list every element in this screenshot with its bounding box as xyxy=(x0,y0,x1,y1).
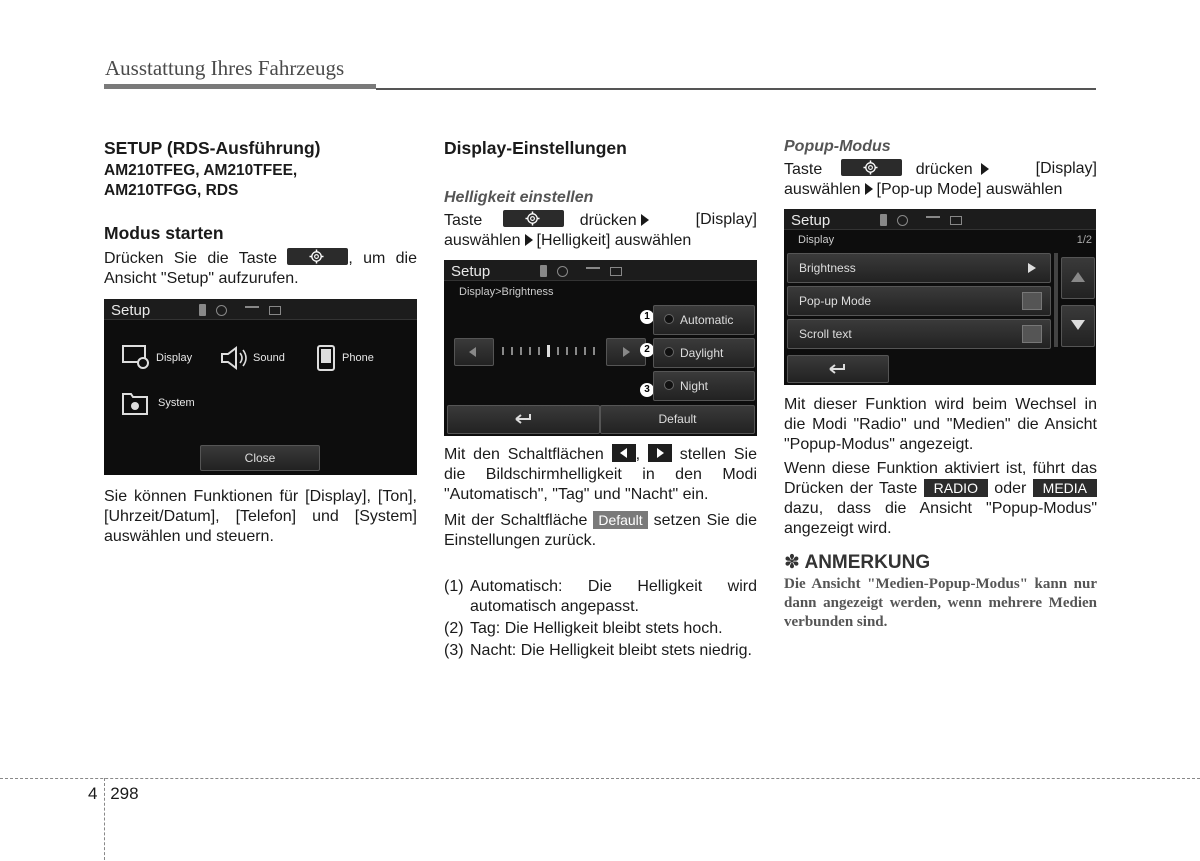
popup-instruction xyxy=(784,159,1097,200)
setup-key-icon xyxy=(841,159,902,176)
p-text: Mit der Schaltfläche xyxy=(444,512,588,529)
row-scroll-text[interactable] xyxy=(787,319,1051,349)
default-paragraph xyxy=(444,511,757,551)
p-text: stellen Sie die Bildschirmhelligkeit in den Modi "Automatisch", "Tag" und "Nacht" ein. xyxy=(444,446,757,503)
option-daylight[interactable] xyxy=(653,338,755,368)
target-icon xyxy=(897,215,908,226)
list-item xyxy=(444,641,757,661)
battery-icon xyxy=(269,306,281,315)
slider-thumb[interactable] xyxy=(547,345,550,357)
intro-paragraph xyxy=(104,248,417,289)
column-display-settings xyxy=(444,138,757,661)
slider-tick xyxy=(529,347,531,355)
item-number: (1) xyxy=(444,578,464,595)
option-label: Automatic xyxy=(680,313,734,327)
arrow-right-icon xyxy=(981,163,989,175)
setup-screen xyxy=(104,299,417,475)
callout-3-icon: 3 xyxy=(640,383,654,397)
option-automatic[interactable] xyxy=(653,305,755,335)
scroll-down-button[interactable] xyxy=(1061,305,1095,347)
instr-text: drücken xyxy=(579,212,637,229)
intro-text: Drücken Sie die Taste xyxy=(104,250,277,267)
menu-display[interactable] xyxy=(122,345,192,371)
close-button[interactable]: Close xyxy=(200,445,320,471)
item-text: Tag: Die Helligkeit bleibt stets hoch. xyxy=(470,620,723,637)
list-item xyxy=(444,619,757,639)
callout-2-icon: 2 xyxy=(640,343,654,357)
row-label: Scroll text xyxy=(799,327,852,341)
popup-screen xyxy=(784,209,1096,385)
slider-tick xyxy=(566,347,568,355)
item-text: Nacht: Die Helligkeit bleibt stets niedrig. xyxy=(470,642,752,659)
column-popup-mode xyxy=(784,138,1097,632)
target-icon xyxy=(557,266,568,277)
instr-text: Taste xyxy=(784,161,823,178)
slider-tick xyxy=(502,347,504,355)
bluetooth-icon xyxy=(880,214,887,226)
screen-title: Setup xyxy=(451,263,491,280)
row-label: Pop-up Mode xyxy=(799,294,872,308)
back-button[interactable] xyxy=(447,405,600,434)
item-text: Automatisch: Die Helligkeit wird automatisch angepasst. xyxy=(470,578,757,615)
decrease-button[interactable] xyxy=(454,338,494,366)
menu-sound[interactable] xyxy=(219,345,285,371)
running-header: Ausstattung Ihres Fahrzeugs xyxy=(105,56,345,80)
display-heading: Display-Einstellungen xyxy=(444,138,627,158)
row-brightness[interactable] xyxy=(787,253,1051,283)
status-icons xyxy=(540,264,622,278)
instr-text: auswählen xyxy=(444,232,521,249)
note-title: ✽ ANMERKUNG xyxy=(784,552,931,573)
setup-key-icon xyxy=(503,210,564,227)
media-key-icon: MEDIA xyxy=(1033,479,1097,497)
model-line-1: AM210TFEG, AM210TFEE, xyxy=(104,162,298,179)
scrollbar[interactable] xyxy=(1054,253,1058,347)
slider-tick xyxy=(593,347,595,355)
row-popup-mode[interactable] xyxy=(787,286,1051,316)
display-icon xyxy=(122,345,150,371)
radio-icon xyxy=(664,380,674,390)
list-item xyxy=(444,577,757,617)
status-icons xyxy=(880,213,962,227)
back-button[interactable] xyxy=(787,355,889,383)
arrows-paragraph xyxy=(444,444,757,505)
usb-icon xyxy=(586,267,600,275)
arrow-down-icon xyxy=(1071,320,1085,330)
radio-icon xyxy=(664,347,674,357)
p-text: Wenn diese Funktion aktiviert ist, führt das Drücken der Taste xyxy=(784,460,1097,497)
column-setup xyxy=(104,138,417,547)
brightness-slider[interactable] xyxy=(502,346,602,356)
page-number xyxy=(88,784,139,804)
back-arrow-icon xyxy=(828,362,848,376)
menu-display-label: Display xyxy=(156,352,193,364)
p-text: oder xyxy=(994,480,1027,497)
phone-icon xyxy=(316,345,336,371)
usb-icon xyxy=(926,216,940,224)
header-rule xyxy=(376,88,1096,90)
bluetooth-icon xyxy=(199,304,206,316)
screen-title: Setup xyxy=(111,302,151,319)
bluetooth-icon xyxy=(540,265,547,277)
brightness-subheading: Helligkeit einstellen xyxy=(444,189,594,206)
screen-title: Setup xyxy=(791,212,831,229)
option-label: Night xyxy=(680,379,709,393)
slider-tick xyxy=(520,347,522,355)
right-button-icon xyxy=(648,444,672,462)
p-text: setzen Sie die Einstellungen zurück. xyxy=(444,512,758,549)
note-body: Die Ansicht "Medien-Popup-Modus" kann nur dann angezeigt werden, wenn mehrere Medien verbunden sind. xyxy=(784,576,1097,630)
popup-subheading: Popup-Modus xyxy=(784,138,891,155)
instr-text: drücken xyxy=(915,161,973,178)
menu-phone-label: Phone xyxy=(342,352,374,364)
menu-sound-label: Sound xyxy=(253,352,285,364)
section-label: Display xyxy=(798,234,835,246)
intro-text-end: , um die Ansicht "Setup" aufzurufen. xyxy=(104,250,417,287)
battery-icon xyxy=(610,267,622,276)
instr-text: [Helligkeit] auswählen xyxy=(536,232,692,249)
item-number: (2) xyxy=(444,620,464,637)
menu-system-label: System xyxy=(158,397,195,409)
slider-tick xyxy=(511,347,513,355)
model-line-2: AM210TFGG, RDS xyxy=(104,182,239,199)
footer-divider xyxy=(0,778,1200,779)
arrow-up-icon xyxy=(1071,272,1085,282)
brightness-modes-list xyxy=(444,577,757,661)
instr-text: auswählen xyxy=(784,181,861,198)
section-heading: Modus starten xyxy=(104,223,224,243)
breadcrumb: Display>Brightness xyxy=(459,286,554,298)
option-label: Daylight xyxy=(680,346,724,360)
arrow-right-icon xyxy=(865,183,873,195)
popup-paragraph-2 xyxy=(784,459,1097,539)
checkbox-icon[interactable] xyxy=(1022,325,1042,343)
battery-icon xyxy=(950,216,962,225)
checkbox-icon[interactable] xyxy=(1022,292,1042,310)
p-text: , xyxy=(635,446,641,463)
arrow-right-icon xyxy=(641,214,649,226)
scroll-up-button[interactable] xyxy=(1061,257,1095,299)
chapter-number: 4 xyxy=(88,784,98,803)
setup-key-icon xyxy=(287,248,348,265)
status-icons xyxy=(199,303,281,317)
instr-text: [Display] xyxy=(695,211,757,228)
col1-body: Sie können Funktionen für [Display], [Ton], [Uhrzeit/Datum], [Telefon] und [System] auswählen und steuern. xyxy=(104,488,417,545)
popup-paragraph-1: Mit dieser Funktion wird beim Wechsel in die Modi "Radio" und "Medien" die Ansicht "Popup-Modus" angezeigt. xyxy=(784,396,1097,453)
setup-heading: SETUP (RDS-Ausführung) xyxy=(104,138,321,158)
brightness-instruction xyxy=(444,210,757,251)
page-indicator: 1/2 xyxy=(1076,234,1092,246)
radio-icon xyxy=(664,314,674,324)
target-icon xyxy=(216,305,227,316)
menu-phone[interactable] xyxy=(316,345,374,371)
slider-tick xyxy=(538,347,540,355)
slider-tick xyxy=(584,347,586,355)
header-rule-thick xyxy=(104,84,376,89)
instr-text: [Display] xyxy=(1035,160,1097,177)
slider-tick xyxy=(575,347,577,355)
menu-system[interactable] xyxy=(122,391,195,415)
radio-key-icon: RADIO xyxy=(924,479,988,497)
usb-icon xyxy=(245,306,259,314)
play-arrow-icon xyxy=(1028,263,1036,273)
left-button-icon xyxy=(612,444,636,462)
system-folder-icon xyxy=(122,391,148,415)
speaker-icon xyxy=(219,345,249,371)
arrow-left-icon xyxy=(469,347,476,357)
default-button[interactable]: Default xyxy=(600,405,755,434)
arrow-right-icon xyxy=(623,347,630,357)
instr-text: [Pop-up Mode] auswählen xyxy=(876,181,1063,198)
item-number: (3) xyxy=(444,642,464,659)
slider-tick xyxy=(557,347,559,355)
instr-text: Taste xyxy=(444,212,483,229)
callout-1-icon: 1 xyxy=(640,310,654,324)
p-text: dazu, dass die Ansicht "Popup-Modus" angezeigt wird. xyxy=(784,500,1097,537)
arrow-right-icon xyxy=(525,234,533,246)
page-number-value: 298 xyxy=(110,784,139,803)
default-label-icon: Default xyxy=(593,511,647,529)
option-night[interactable] xyxy=(653,371,755,401)
row-label: Brightness xyxy=(799,261,856,275)
brightness-screen xyxy=(444,260,757,436)
back-arrow-icon xyxy=(514,412,534,426)
p-text: Mit den Schaltflächen xyxy=(444,446,604,463)
